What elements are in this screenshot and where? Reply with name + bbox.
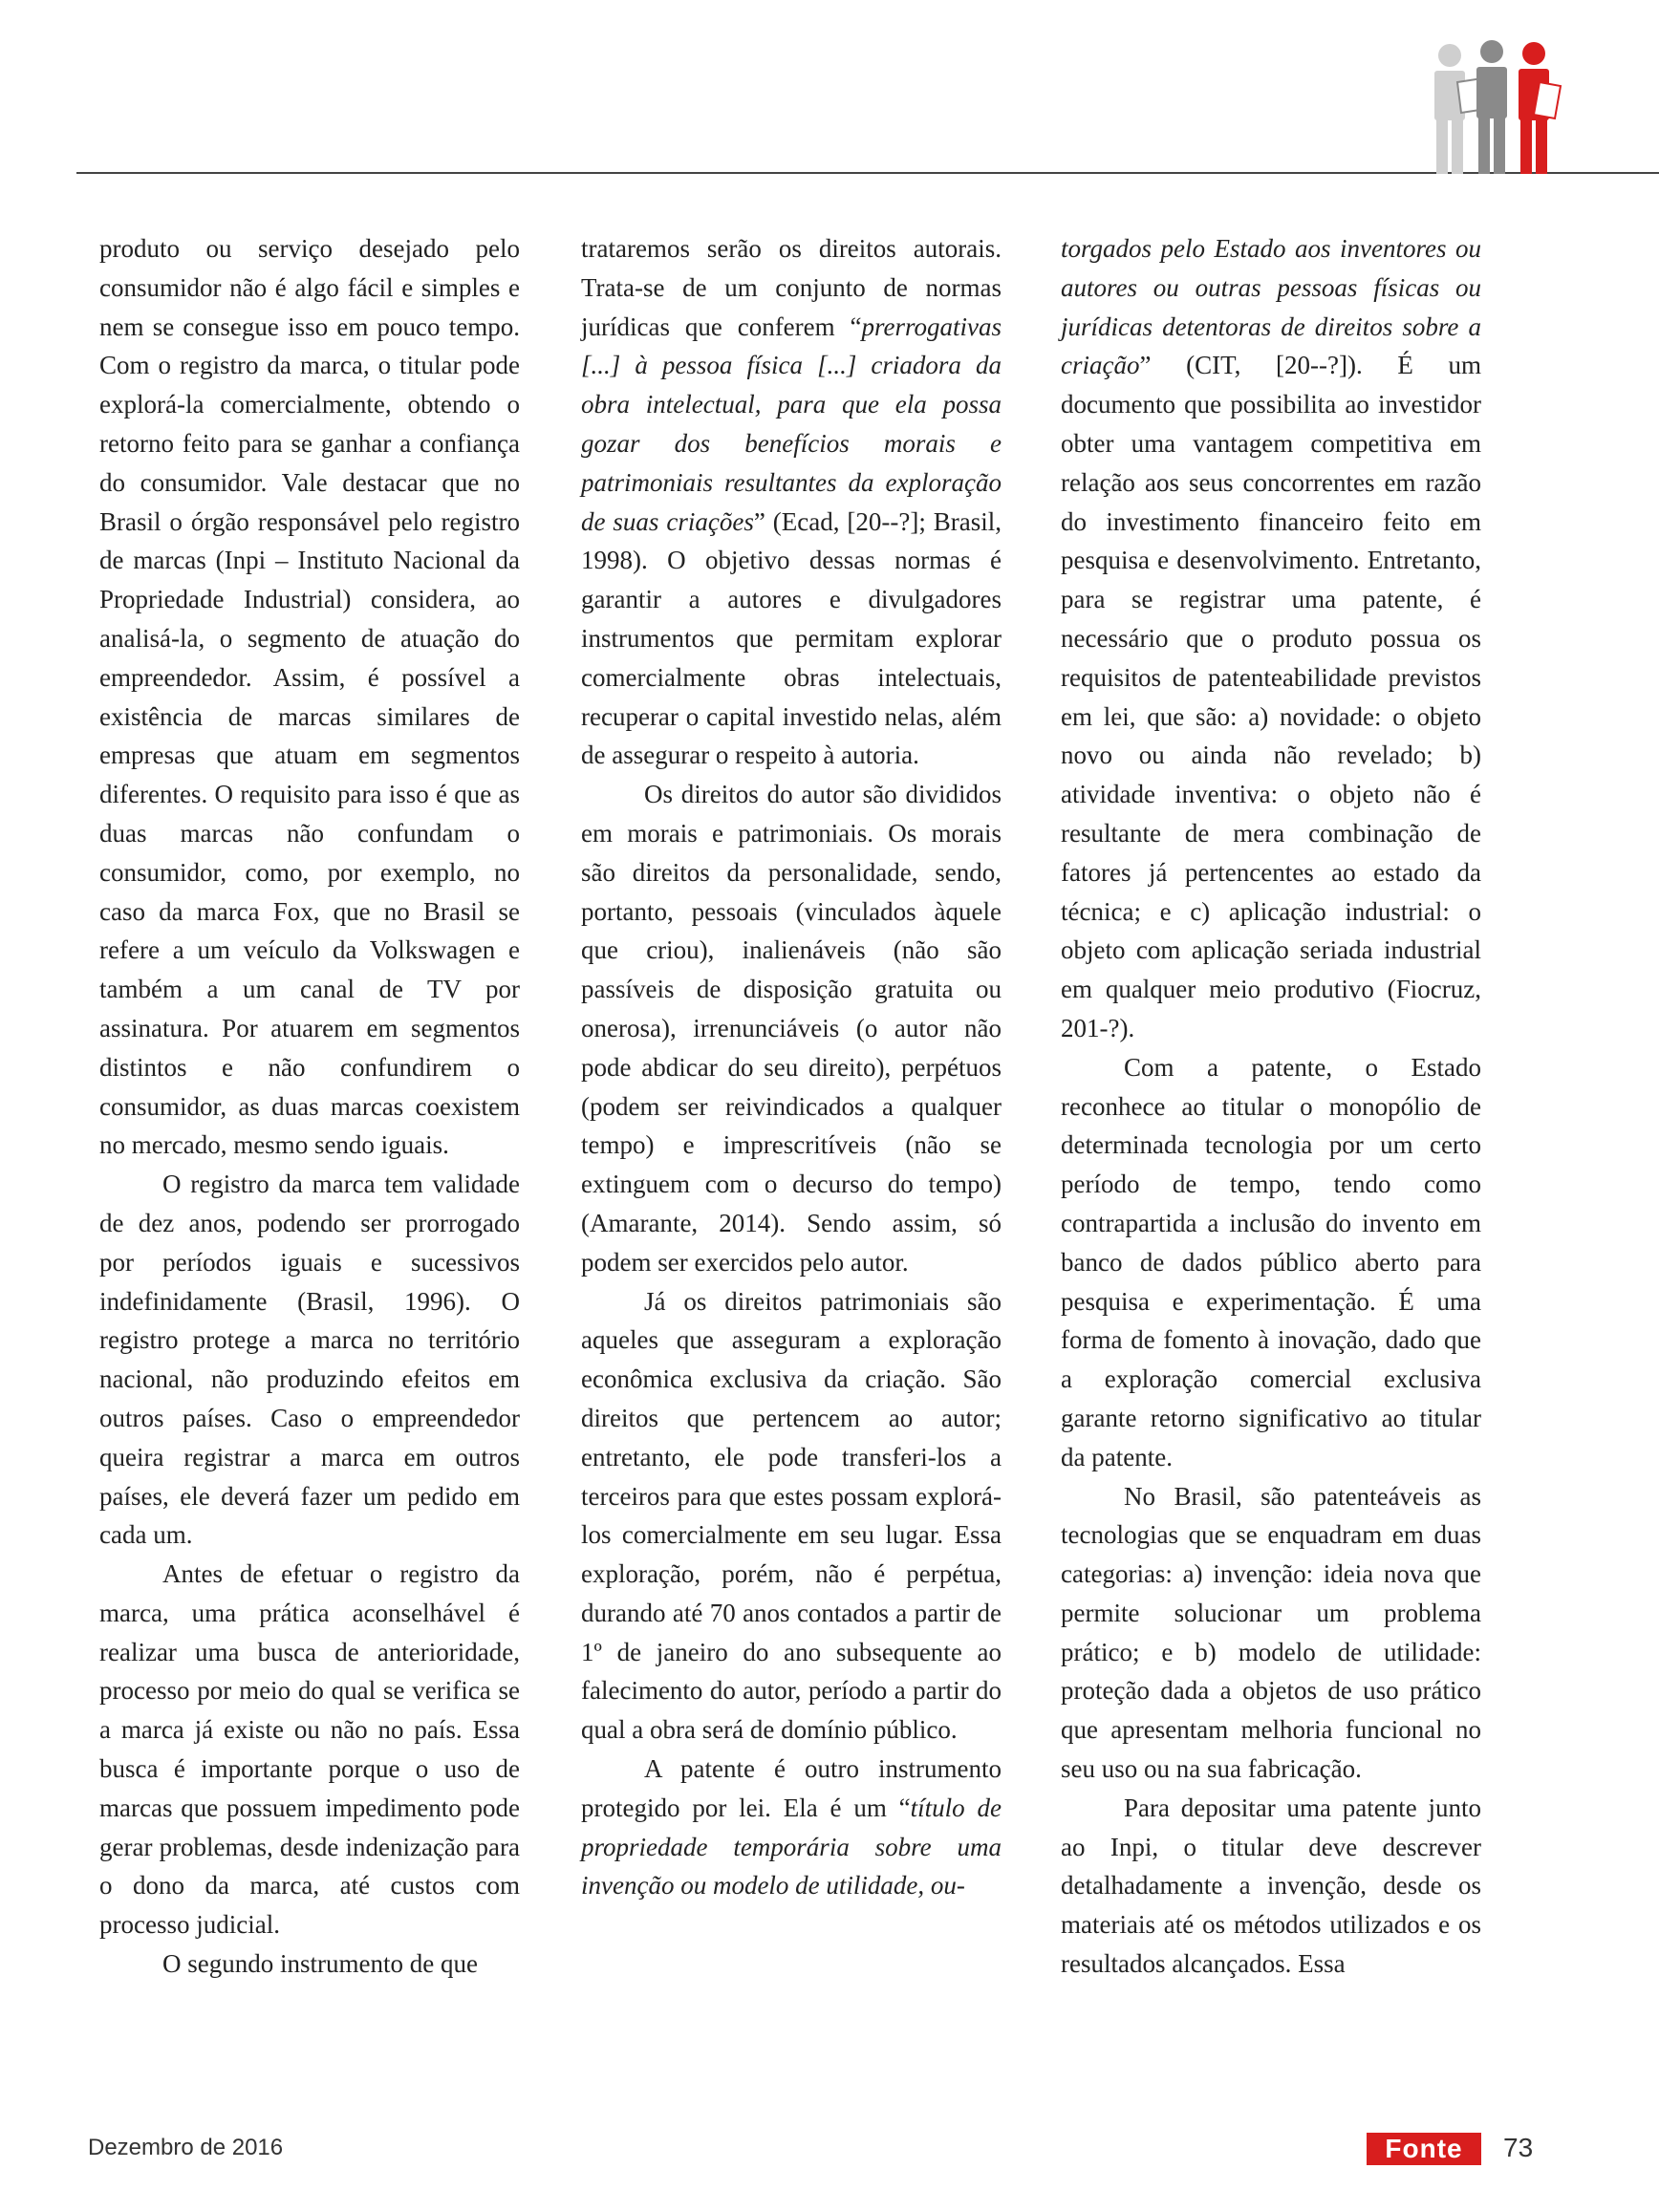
paragraph [581, 775, 1002, 1281]
three-people-icon [1419, 38, 1562, 177]
text-column [1061, 229, 1481, 1984]
paragraph [99, 1555, 520, 1944]
quoted-text: torgados pelo Estado aos inventores ou autores ou outras pessoas físicas ou jurídicas detentoras de direitos sobre a criação [1061, 234, 1481, 380]
paragraph [1061, 1789, 1481, 1984]
body-text: produto ou serviço desejado pelo consumidor não é algo fácil e simples e nem se consegue isso em pouco tempo. Com o registro da marca, o titular pode explorá-la comercialmente, obtendo o retorno feito para se ganhar a confiança do consumidor. Vale destacar que no Brasil o órgão responsável pelo registro de marcas (Inpi – Instituto Nacional da Propriedade Industrial) considera, ao analisá-la, o segmento de atuação do empreendedor. Assim, é possível a existência de marcas similares de empresas que atuam em segmentos diferentes. O requisito para isso é que as duas marcas não confundam o consumidor, como, por exemplo, no caso da marca Fox, que no Brasil se refere a um veículo da Volkswagen e também a um canal de TV por assinatura. Por atuarem em segmentos distintos e não confundirem o consumidor, as duas marcas coexistem no mercado, mesmo sendo iguais. [99, 234, 520, 1160]
text-column [581, 229, 1002, 1905]
body-text: O segundo instrumento de que [162, 1949, 478, 1979]
paragraph [1061, 1477, 1481, 1789]
person-figure-gray [1476, 40, 1507, 174]
paragraph [1061, 1048, 1481, 1477]
article-body [99, 229, 1481, 2026]
paragraph [99, 229, 520, 1165]
body-text: trataremos serão os direitos autorais. Trata-se de um conjunto de normas jurídicas que conferem “ [581, 234, 1002, 341]
body-text: Os direitos do autor são divididos em morais e patrimoniais. Os morais são direitos da personalidade, sendo, portanto, pessoais (vinculados àquele que criou), inalienáveis (não são passíveis de disposição gratuita ou onerosa), irrenunciáveis (o autor não pode abdicar do seu direito), perpétuos (podem ser reivindicados a qualquer tempo) e imprescritíveis (não se extinguem com o decurso do tempo) (Amarante, 2014). Sendo assim, só podem ser exercidos pelo autor. [581, 780, 1002, 1277]
body-text: O registro da marca tem validade de dez anos, podendo ser prorrogado por períodos iguais e sucessivos indefinidamente (Brasil, 1996). O registro protege a marca no território nacional, não produzindo efeitos em outros países. Caso o empreendedor queira registrar a marca em outros países, ele deverá fazer um pedido em cada um. [99, 1170, 520, 1550]
paper-figure-right [1534, 82, 1561, 118]
body-text: No Brasil, são patenteáveis as tecnologias que se enquadram em duas categorias: a) invenção: ideia nova que permite solucionar um problema prático; e b) modelo de utilidade: proteção dada a objetos de uso prático que apresentam melhoria funcional no seu uso ou na sua fabricação. [1061, 1481, 1481, 1784]
body-text: Com a patente, o Estado reconhece ao titular o monopólio de determinada tecnologia por um certo período de tempo, tendo como contrapartida a inclusão do invento em banco de dados público aberto para pesquisa e experimentação. É uma forma de fomento à inovação, dado que a exploração comercial exclusiva garante retorno significativo ao titular da patente. [1061, 1052, 1481, 1471]
paragraph [1061, 229, 1481, 1048]
body-text: ” (CIT, [20--?]). É um documento que possibilita ao investidor obter uma vantagem competitiva em relação aos seus concorrentes em razão do investimento financeiro feito em pesquisa e desenvolvimento. Entretanto, para se registrar uma patente, é necessário que o produto possua os requisitos de patenteabilidade previstos em lei, que são: a) novidade: o objeto novo ou ainda não revelado; b) atividade inventiva: o objeto não é resultante de mera combinação de fatores já pertencentes ao estado da técnica; e c) aplicação industrial: o objeto com aplicação seriada industrial em qualquer meio produtivo (Fiocruz, 201-?). [1061, 351, 1481, 1042]
quoted-text: título de propriedade temporária sobre uma invenção ou modelo de utilidade, ou- [581, 1793, 1002, 1901]
body-text: Antes de efetuar o registro da marca, uma prática aconselhável é realizar uma busca de anterioridade, processo por meio do qual se verifica se a marca já existe ou não no país. Essa busca é importante porque o uso de marcas que possuem impedimento pode gerar problemas, desde indenização para o dono da marca, até custos com processo judicial. [99, 1559, 520, 1940]
page-footer [0, 2133, 1659, 2171]
paragraph [581, 1750, 1002, 1905]
paragraph [99, 1165, 520, 1555]
quoted-text: prerrogativas [...] à pessoa física [...] criadora da obra intelectual, para que ela possa gozar dos benefícios morais e patrimoniais resultantes da exploração de suas criações [581, 311, 1002, 536]
body-text: A patente é outro instrumento protegido por lei. Ela é um “ [581, 1754, 1002, 1822]
text-column [99, 229, 520, 1984]
paragraph [581, 1282, 1002, 1750]
paragraph [99, 1944, 520, 1984]
body-text: Já os direitos patrimoniais são aqueles que asseguram a exploração econômica exclusiva da criação. São direitos que pertencem ao autor; entretanto, ele pode transferi-los a terceiros para que estes possam explorá-los comercialmente em seu lugar. Essa exploração, porém, não é perpétua, durando até 70 anos contados a partir de 1º de janeiro do ano subsequente ao falecimento do autor, período a partir do qual a obra será de domínio público. [581, 1286, 1002, 1745]
body-text: Para depositar uma patente junto ao Inpi, o titular deve descrever detalhadamente a invenção, desde os materiais até os métodos utilizados e os resultados alcançados. Essa [1061, 1793, 1481, 1979]
page-number: 73 [1503, 2133, 1534, 2162]
issue-date: Dezembro de 2016 [88, 2135, 284, 2160]
paragraph [581, 229, 1002, 775]
body-text: ” (Ecad, [20--?]; Brasil, 1998). O objetivo dessas normas é garantir a autores e divulgadores instrumentos que permitam explorar comercialmente obras intelectuais, recuperar o capital investido nelas, além de assegurar o respeito à autoria. [581, 506, 1002, 770]
magazine-logo: Fonte [1367, 2133, 1481, 2165]
